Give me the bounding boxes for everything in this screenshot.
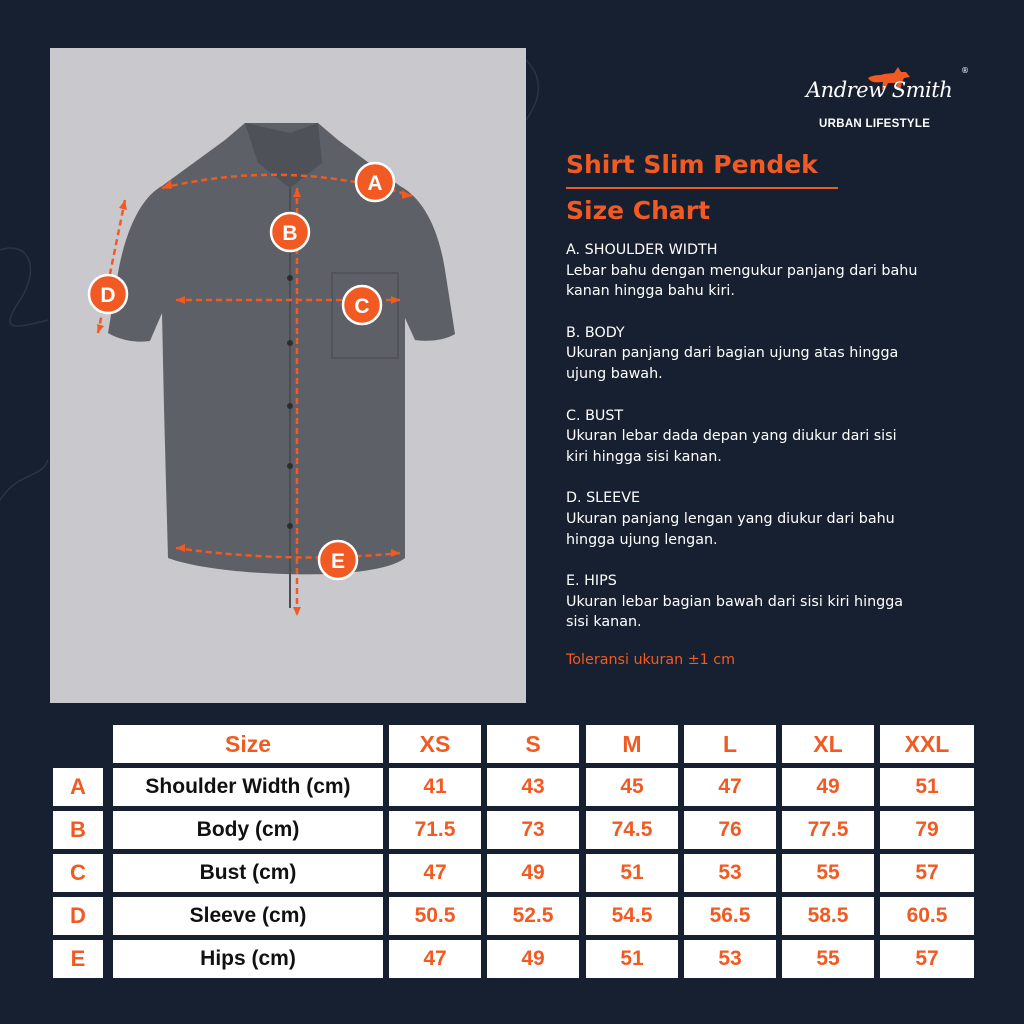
table-cell-value: 79 [880,811,974,849]
brand-tagline: URBAN LIFESTYLE [819,118,931,130]
table-cell-value: 57 [880,854,974,892]
description-line: Ukuran panjang dari bagian ujung atas hingga [566,345,899,362]
description-line: sisi kanan. [566,614,642,631]
description-line: ujung bawah. [566,365,663,382]
size-column-header: XL [782,725,874,763]
brand-name: Andrew Smith [806,78,953,102]
table-cell-value: 49 [487,854,579,892]
size-column-header: XXL [880,725,974,763]
marker-d-label: D [100,284,116,307]
description-hips [566,571,986,633]
table-cell-value: 51 [586,854,678,892]
table-cell-value: 56.5 [684,897,776,935]
row-label: Body (cm) [113,811,383,849]
description-heading: B. BODY [566,324,625,341]
shirt-photo [50,48,526,703]
table-cell-value: 47 [389,940,481,978]
table-cell-value: 47 [389,854,481,892]
description-shoulder [566,240,986,302]
description-line: Ukuran lebar dada depan yang diukur dari sisi [566,428,897,445]
description-line: Lebar bahu dengan mengukur panjang dari bahu [566,262,918,279]
marker-e-label: E [330,550,346,573]
marker-c-label: C [354,295,370,318]
row-letter-badge: A [53,768,103,806]
row-label: Shoulder Width (cm) [113,768,383,806]
row-letter-badge: D [53,897,103,935]
table-cell-value: 51 [586,940,678,978]
description-line: kanan hingga bahu kiri. [566,283,735,300]
size-column-header: XS [389,725,481,763]
table-cell-value: 50.5 [389,897,481,935]
table-cell-value: 54.5 [586,897,678,935]
page-subtitle: Size Chart [566,196,711,225]
page-title: Shirt Slim Pendek [566,150,818,179]
table-cell-value: 60.5 [880,897,974,935]
marker-d [89,275,127,313]
size-header-cell: Size [113,725,383,763]
table-cell-value: 53 [684,854,776,892]
size-column-header: L [684,725,776,763]
tolerance-note: Toleransi ukuran ±1 cm [566,652,736,668]
description-line: kiri hingga sisi kanan. [566,448,722,465]
table-cell-value: 76 [684,811,776,849]
row-letter-badge: C [53,854,103,892]
table-cell-value: 51 [880,768,974,806]
description-body [566,323,986,385]
size-column-header: M [586,725,678,763]
row-letter-badge: E [53,940,103,978]
description-line: hingga ujung lengan. [566,531,718,548]
table-cell-value: 77.5 [782,811,874,849]
marker-b-label: B [282,222,298,245]
row-label: Hips (cm) [113,940,383,978]
table-cell-value: 74.5 [586,811,678,849]
brand-logo [806,66,976,136]
table-cell-value: 55 [782,854,874,892]
description-line: Ukuran lebar bagian bawah dari sisi kiri hingga [566,593,904,610]
marker-e [319,541,357,579]
table-cell-value: 47 [684,768,776,806]
row-letter-badge: B [53,811,103,849]
description-heading: A. SHOULDER WIDTH [566,242,718,258]
table-cell-value: 71.5 [389,811,481,849]
table-cell-value: 73 [487,811,579,849]
row-label: Bust (cm) [113,854,383,892]
table-cell-value: 55 [782,940,874,978]
title-divider [566,187,838,189]
marker-a-label: A [367,172,383,195]
table-cell-value: 43 [487,768,579,806]
table-cell-value: 58.5 [782,897,874,935]
table-cell-value: 57 [880,940,974,978]
description-bust [566,406,986,468]
table-cell-value: 45 [586,768,678,806]
description-line: Ukuran panjang lengan yang diukur dari bahu [566,510,895,527]
marker-c [343,286,381,324]
marker-b [271,213,309,251]
table-cell-value: 49 [487,940,579,978]
table-cell-value: 41 [389,768,481,806]
marker-a [356,163,394,201]
description-heading: D. SLEEVE [566,490,641,507]
table-cell-value: 53 [684,940,776,978]
description-heading: C. BUST [566,407,624,424]
registered-mark: ® [961,66,969,75]
description-sleeve [566,488,986,550]
size-column-header: S [487,725,579,763]
table-cell-value: 52.5 [487,897,579,935]
table-cell-value: 49 [782,768,874,806]
row-label: Sleeve (cm) [113,897,383,935]
measurement-descriptions [566,240,986,654]
description-heading: E. HIPS [566,573,617,590]
